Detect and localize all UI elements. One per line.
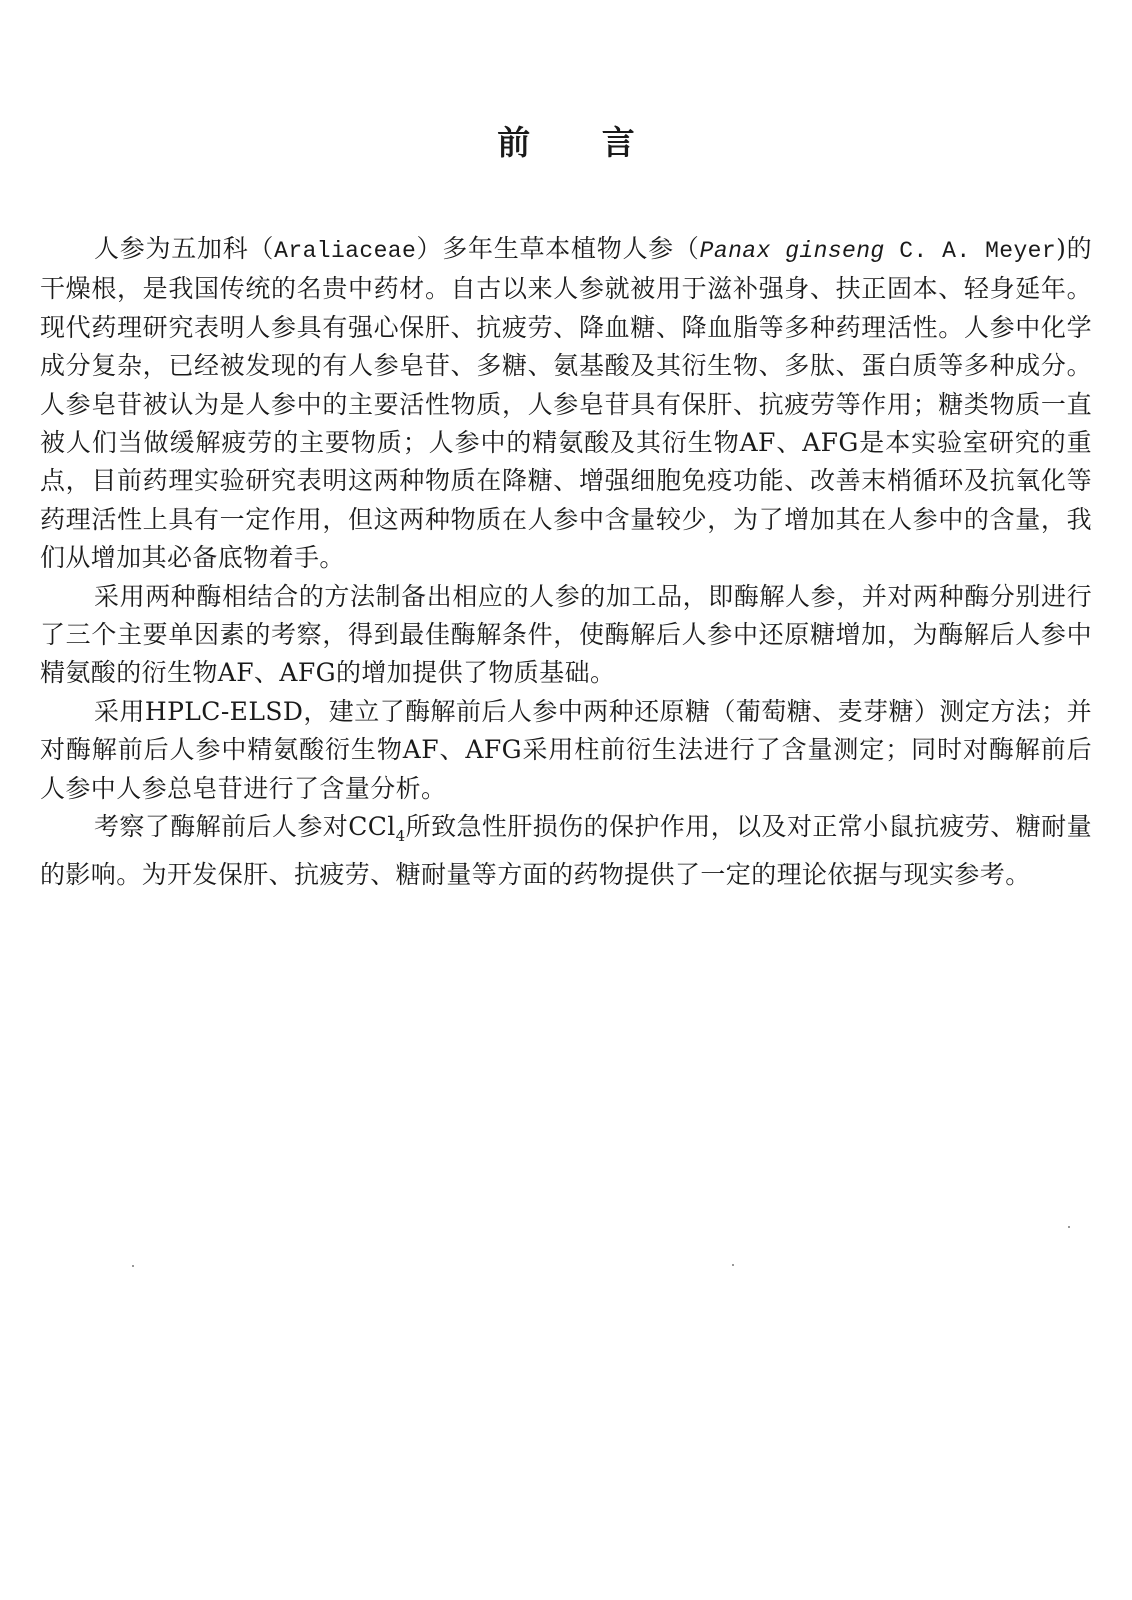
species-latin-name: Panax ginseng (699, 238, 885, 264)
subscript-4: 4 (395, 827, 406, 846)
paragraph-1 (40, 230, 1092, 578)
p4-text-a: 考察了酶解前后人参对CCl (94, 812, 396, 842)
p1-text-a: 人参为五加科（ (94, 234, 275, 263)
scan-speck (1068, 1226, 1070, 1228)
p1-text-d: )的干燥根，是我国传统的名贵中药材。自古以来人参就被用于滋补强身、扶正固本、轻身延年。现代药理研究表明人参具有强心保肝、抗疲劳、降血糖、降血脂等多种药理活性。人参中化学成分复杂，已经被发现的有人参皂苷、多糖、氨基酸及其衍生物、多肽、蛋白质等多种成分。人参皂苷被认为是人参中的主要活性物质，人参皂苷具有保肝、抗疲劳等作用；糖类物质一直被人们当做缓解疲劳的主要物质；人参中的精氨酸及其衍生物AF、AFG是本实验室研究的重点，目前药理实验研究表明这两种物质在降糖、增强细胞免疫功能、改善末梢循环及抗氧化等药理活性上具有一定作用，但这两种物质在人参中含量较少，为了增加其在人参中的含量，我们从增加其必备底物着手。 (40, 234, 1092, 573)
page-title: 前 言 (497, 123, 665, 162)
paragraph-4 (40, 808, 1092, 894)
preface-body (40, 230, 1092, 894)
p1-text-b: ）多年生草本植物人参（ (416, 234, 700, 263)
paragraph-2: 采用两种酶相结合的方法制备出相应的人参的加工品，即酶解人参，并对两种酶分别进行了三个主要单因素的考察，得到最佳酶解条件，使酶解后人参中还原糖增加，为酶解后人参中精氨酸的衍生物AF、AFG的增加提供了物质基础。 (40, 581, 1092, 688)
species-authority: C. A. Meyer (899, 238, 1057, 264)
scan-speck (132, 1265, 134, 1267)
p4-text-b: 所致急性肝损伤的保护作用，以及对正常小鼠抗疲劳、糖耐量的影响。为开发保肝、抗疲劳、糖耐量等方面的药物提供了一定的理论依据与现实参考。 (40, 812, 1092, 889)
scan-speck (732, 1264, 734, 1266)
family-latin-name: Araliaceae (274, 238, 417, 264)
paragraph-3: 采用HPLC-ELSD，建立了酶解前后人参中两种还原糖（葡萄糖、麦芽糖）测定方法；并对酶解前后人参中精氨酸衍生物AF、AFG采用柱前衍生法进行了含量测定；同时对酶解前后人参中人参总皂苷进行了含量分析。 (40, 696, 1092, 803)
p1-text-c (885, 238, 900, 264)
